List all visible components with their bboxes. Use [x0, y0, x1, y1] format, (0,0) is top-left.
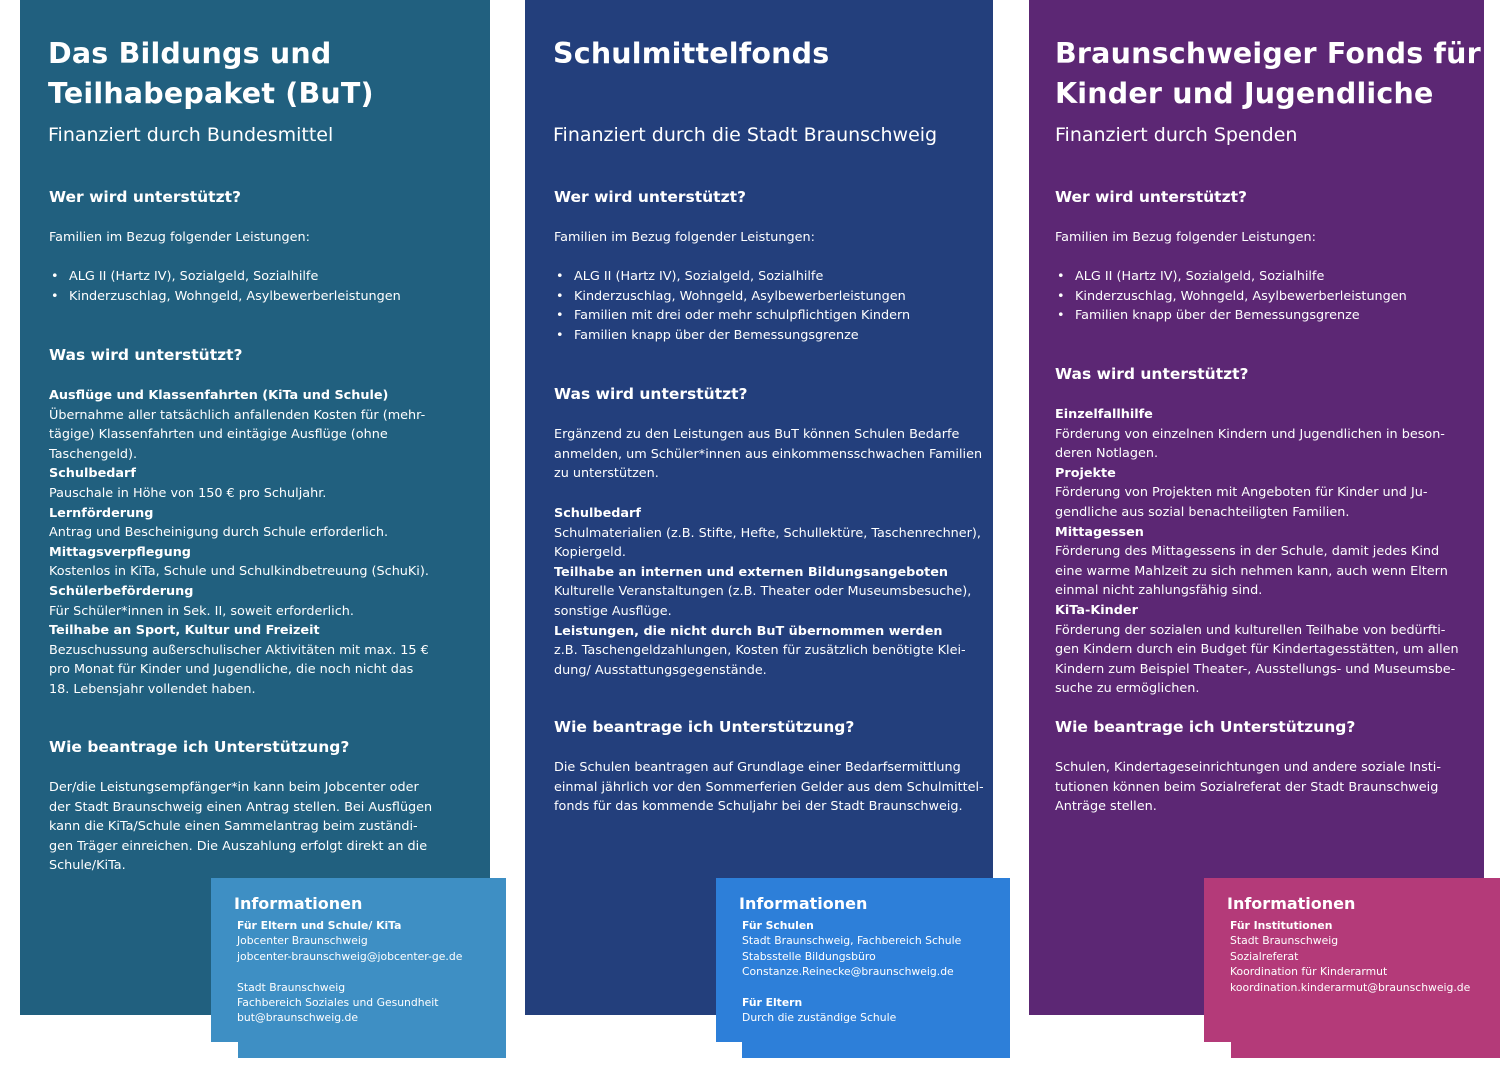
list-item: • Kinderzuschlag, Wohngeld, Asylbewerberleistungen: [554, 287, 910, 307]
email-link[interactable]: Constanze.Reinecke@braunschweig.de: [742, 965, 954, 979]
info-block-title: Für Eltern: [742, 996, 803, 1010]
what-intro: [554, 425, 982, 484]
item-text: suche zu ermöglichen.: [1055, 681, 1200, 697]
item-text: Bezuschussung außerschulischer Aktivitäten mit max. 15 €: [49, 642, 429, 658]
item-text: Kulturelle Veranstaltungen (z.B. Theater oder Museumsbesuche),: [554, 584, 972, 600]
list-item: • Familien knapp über der Bemessungsgrenze: [1055, 306, 1407, 326]
intro-line: zu unterstützen.: [554, 466, 659, 482]
info-heading: Informationen: [234, 894, 363, 913]
title-line: Braunschweiger Fonds für: [1055, 37, 1481, 70]
info-heading: Informationen: [1227, 894, 1356, 913]
panel-but: [20, 0, 490, 1015]
item-text: z.B. Taschengeldzahlungen, Kosten für zusätzlich benötigte Klei-: [554, 643, 966, 659]
title-line: Kinder und Jugendliche: [1055, 77, 1434, 110]
list-item: • Familien mit drei oder mehr schulpflichtigen Kindern: [554, 306, 910, 326]
who-list: [49, 267, 401, 306]
item-text: dung/ Ausstattungsgegenstände.: [554, 662, 767, 678]
item-title: Projekte: [1055, 465, 1116, 481]
title-line: Teilhabepaket (BuT): [48, 77, 374, 110]
item-text: Förderung von Projekten mit Angeboten für Kinder und Ju-: [1055, 485, 1428, 501]
how-heading: Wie beantrage ich Unterstützung?: [1055, 718, 1356, 736]
item-text: eine warme Mahlzeit zu sich nehmen kann, auch wenn Eltern: [1055, 563, 1448, 579]
item-title: Leistungen, die nicht durch BuT übernommen werden: [554, 623, 943, 639]
info-block-title: Für Institutionen: [1230, 919, 1333, 932]
item-text: Schulmaterialien (z.B. Stifte, Hefte, Schullektüre, Taschenrechner),: [554, 525, 981, 541]
list-item: • ALG II (Hartz IV), Sozialgeld, Sozialhilfe: [49, 267, 401, 287]
info-line: Stadt Braunschweig: [1230, 934, 1339, 948]
info-line: Fachbereich Soziales und Gesundheit: [237, 996, 439, 1010]
who-heading: Wer wird unterstützt?: [1055, 188, 1248, 206]
item-text: Förderung des Mittagessens in der Schule, damit jedes Kind: [1055, 544, 1440, 560]
what-body: [554, 504, 981, 680]
panel-schulmittelfonds: [525, 0, 993, 1015]
item-text: tägige) Klassenfahrten und eintägige Ausflüge (ohne: [49, 427, 388, 443]
panel-subtitle: Finanziert durch Spenden: [1055, 124, 1298, 146]
info-box-shadow: [238, 1042, 506, 1058]
item-text: Förderung von einzelnen Kindern und Jugendlichen in beson-: [1055, 426, 1445, 442]
email-link[interactable]: jobcenter-braunschweig@jobcenter-ge.de: [237, 949, 463, 963]
intro-line: Ergänzend zu den Leistungen aus BuT können Schulen Bedarfe: [554, 427, 960, 442]
item-title: Mittagsverpflegung: [49, 544, 191, 560]
how-line: Anträge stellen.: [1055, 799, 1157, 815]
what-body: [1055, 405, 1459, 699]
info-text: [1227, 918, 1500, 995]
list-item: • ALG II (Hartz IV), Sozialgeld, Sozialhilfe: [554, 267, 910, 287]
info-line: Stadt Braunschweig, Fachbereich Schule: [742, 934, 962, 948]
item-title: Ausflüge und Klassenfahrten (KiTa und Schule): [49, 388, 389, 403]
panel-subtitle: Finanziert durch die Stadt Braunschweig: [553, 124, 938, 146]
item-text: Für Schüler*innen in Sek. II, soweit erforderlich.: [49, 603, 354, 619]
item-text: deren Notlagen.: [1055, 446, 1159, 462]
item-title: Mittagessen: [1055, 524, 1144, 540]
title-line: Schulmittelfonds: [553, 37, 830, 70]
how-line: tutionen können beim Sozialreferat der Stadt Braunschweig: [1055, 779, 1439, 795]
how-line: Schulen, Kindertageseinrichtungen und andere soziale Insti-: [1055, 760, 1441, 775]
item-text: Antrag und Bescheinigung durch Schule erforderlich.: [49, 525, 389, 541]
item-text: Taschengeld).: [49, 446, 138, 462]
info-line: Sozialreferat: [1230, 949, 1299, 963]
how-heading: Wie beantrage ich Unterstützung?: [554, 718, 855, 736]
who-intro: Familien im Bezug folgender Leistungen:: [49, 230, 310, 245]
panel-braunschweiger-fonds: [1029, 0, 1484, 1015]
item-title: KiTa-Kinder: [1055, 602, 1138, 618]
panel-title: [1055, 34, 1481, 114]
how-line: einmal jährlich vor den Sommerferien Gelder aus dem Schulmittel-: [554, 779, 984, 795]
item-text: sonstige Ausflüge.: [554, 603, 672, 619]
item-text: Kindern zum Beispiel Theater-, Ausstellungs- und Museumsbe-: [1055, 661, 1456, 677]
what-heading: Was wird unterstützt?: [49, 346, 243, 364]
item-text: Kopiergeld.: [554, 545, 626, 561]
info-line: Stabsstelle Bildungsbüro: [742, 949, 876, 963]
how-line: Der/die Leistungsempfänger*in kann beim Jobcenter oder: [49, 780, 419, 795]
panel-title: [48, 34, 374, 114]
how-body: [1055, 758, 1441, 817]
item-text: gendliche aus sozial benachteiligten Familien.: [1055, 504, 1350, 520]
list-item: • Kinderzuschlag, Wohngeld, Asylbewerberleistungen: [1055, 287, 1407, 307]
item-title: Teilhabe an Sport, Kultur und Freizeit: [49, 623, 320, 639]
who-list: [554, 267, 910, 345]
item-title: Einzelfallhilfe: [1055, 407, 1153, 422]
info-box-shadow: [742, 1042, 1010, 1058]
item-text: 18. Lebensjahr vollendet haben.: [49, 681, 256, 697]
info-box-shadow: [1231, 1042, 1500, 1058]
who-intro: Familien im Bezug folgender Leistungen:: [554, 230, 815, 245]
list-item: • ALG II (Hartz IV), Sozialgeld, Sozialhilfe: [1055, 267, 1407, 287]
item-title: Teilhabe an internen und externen Bildungsangeboten: [554, 564, 949, 580]
what-heading: Was wird unterstützt?: [1055, 365, 1249, 383]
how-line: Die Schulen beantragen auf Grundlage einer Bedarfsermittlung: [554, 760, 961, 775]
item-title: Schulbedarf: [49, 466, 136, 482]
item-text: Pauschale in Höhe von 150 € pro Schuljahr.: [49, 485, 327, 501]
list-item: • Familien knapp über der Bemessungsgrenze: [554, 326, 910, 346]
who-intro: Familien im Bezug folgender Leistungen:: [1055, 230, 1316, 245]
email-link[interactable]: koordination.kinderarmut@braunschweig.de: [1230, 980, 1471, 994]
info-text: [234, 918, 506, 1026]
info-box-but: [211, 878, 506, 1042]
info-line: Jobcenter Braunschweig: [237, 934, 368, 948]
item-text: Förderung der sozialen und kulturellen Teilhabe von bedürfti-: [1055, 622, 1446, 638]
how-line: kann die KiTa/Schule einen Sammelantrag beim zuständi-: [49, 819, 418, 835]
info-block-title: Für Schulen: [742, 919, 814, 932]
who-list: [1055, 267, 1407, 326]
item-text: gen Kindern durch ein Budget für Kindertagesstätten, um allen: [1055, 642, 1459, 658]
item-text: Übernahme aller tatsächlich anfallenden Kosten für (mehr-: [49, 407, 426, 423]
list-item: • Kinderzuschlag, Wohngeld, Asylbewerberleistungen: [49, 287, 401, 307]
item-text: einmal nicht zahlungsfähig sind.: [1055, 583, 1263, 599]
info-line: Durch die zuständige Schule: [742, 1011, 897, 1025]
how-line: gen Träger einreichen. Die Auszahlung erfolgt direkt an die: [49, 838, 428, 854]
info-text: [739, 918, 1010, 1026]
item-title: Lernförderung: [49, 505, 154, 521]
item-text: pro Monat für Kinder und Jugendliche, die noch nicht das: [49, 662, 414, 678]
item-title: Schülerbeförderung: [49, 583, 194, 599]
how-body: [49, 778, 432, 876]
item-text: Kostenlos in KiTa, Schule und Schulkindbetreuung (SchuKi).: [49, 564, 429, 580]
how-body: [554, 758, 984, 817]
what-body: [49, 386, 429, 700]
info-line: Koordination für Kinderarmut: [1230, 965, 1388, 979]
title-line: Das Bildungs und: [48, 37, 332, 70]
info-box-schulmittelfonds: [716, 878, 1010, 1042]
info-block-title: Für Eltern und Schule/ KiTa: [237, 919, 402, 932]
panel-subtitle: Finanziert durch Bundesmittel: [48, 124, 334, 146]
item-title: Schulbedarf: [554, 506, 641, 521]
info-box-braunschweiger-fonds: [1204, 878, 1500, 1042]
email-link[interactable]: but@braunschweig.de: [237, 1011, 358, 1025]
panel-title: [553, 34, 829, 74]
who-heading: Wer wird unterstützt?: [49, 188, 242, 206]
how-line: fonds für das kommende Schuljahr bei der Stadt Braunschweig.: [554, 799, 963, 815]
intro-line: anmelden, um Schüler*innen aus einkommensschwachen Familien: [554, 446, 983, 462]
info-line: Stadt Braunschweig: [237, 980, 346, 994]
how-line: der Stadt Braunschweig einen Antrag stellen. Bei Ausflügen: [49, 799, 433, 815]
who-heading: Wer wird unterstützt?: [554, 188, 747, 206]
info-heading: Informationen: [739, 894, 868, 913]
how-heading: Wie beantrage ich Unterstützung?: [49, 738, 350, 756]
what-heading: Was wird unterstützt?: [554, 385, 748, 403]
how-line: Schule/KiTa.: [49, 858, 126, 874]
